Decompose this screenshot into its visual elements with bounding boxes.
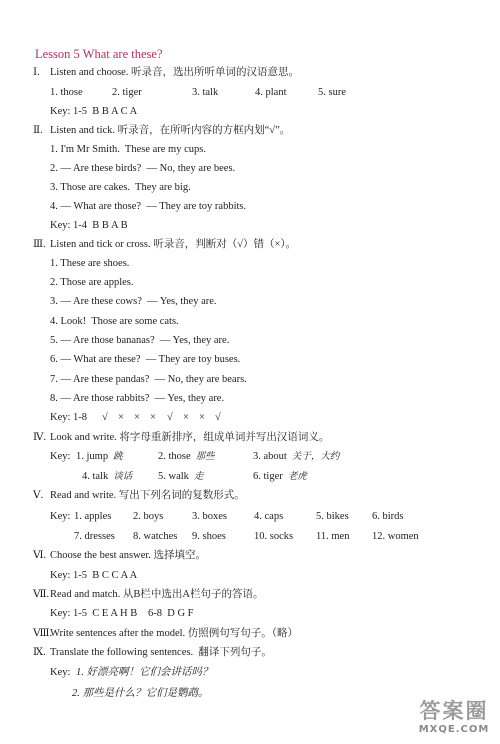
choice-item: 1. those <box>50 87 83 98</box>
sentence-line: 7. — Are these pandas? — No, they are bears. <box>50 374 247 385</box>
answer-key-label: Key: <box>50 511 71 522</box>
plural-answer: 5. bikes <box>316 511 349 522</box>
sentence-line: 6. — What are these? — They are toy buses. <box>50 354 241 365</box>
answer-key-label: Key: 1-8 <box>50 412 88 423</box>
translation-answer: 2. 那些是什么？它们是鹦鹉。 <box>72 688 209 699</box>
section-instruction: Listen and tick. 听录音，在所听内容的方框内划“√”。 <box>50 125 291 136</box>
word: 2. those <box>158 451 191 462</box>
word-answer <box>76 451 123 463</box>
section-numeral: Ⅳ. <box>33 432 47 443</box>
word-meaning: 跳 <box>113 452 123 462</box>
section-6-header <box>33 550 206 562</box>
section-numeral: Ⅵ. <box>33 550 47 561</box>
watermark-logo-text: 答案圈 <box>419 699 489 723</box>
sentence-line: 2. — Are these birds? — No, they are bees. <box>50 163 236 174</box>
word: 3. about <box>253 451 287 462</box>
sentence-line: 1. I'm Mr Smith. These are my cups. <box>50 144 206 155</box>
section-instruction: Translate the following sentences. 翻译下列句子。 <box>50 647 272 658</box>
word-meaning: 老虎 <box>287 472 307 482</box>
section-instruction: Listen and choose. 听录音，选出所听单词的汉语意思。 <box>50 67 300 78</box>
section-numeral: Ⅸ. <box>33 647 46 658</box>
watermark-site-text: MXQE.COM <box>418 724 490 735</box>
sentence-line: 1. These are shoes. <box>50 258 130 269</box>
section-8-header <box>33 628 298 640</box>
sentence-line: 3. — Are these cows? — Yes, they are. <box>50 296 217 307</box>
word-answer <box>82 471 132 483</box>
section-numeral: Ⅶ. <box>33 589 50 600</box>
choice-item: 3. talk <box>192 87 219 98</box>
answer-key: Key: 1-4 B B A B <box>50 220 128 231</box>
choice-item: 5. sure <box>318 87 346 98</box>
sentence-line: 5. — Are those bananas? — Yes, they are. <box>50 335 230 346</box>
section-5-header <box>33 490 245 502</box>
plural-answer: 4. caps <box>254 511 284 522</box>
section-3-header <box>33 239 296 251</box>
word-answer <box>253 451 339 463</box>
section-instruction: Look and write. 将字母重新排序，组成单词并写出汉语词义。 <box>50 432 330 443</box>
word-answer <box>253 471 307 483</box>
tick-mark: √ <box>102 412 108 423</box>
section-instruction: Choose the best answer. 选择填空。 <box>50 550 207 561</box>
section-9-header <box>33 647 272 659</box>
translation-answer: 1. 好漂亮啊！它们会讲话吗？ <box>76 667 213 678</box>
section-1-header <box>33 67 299 79</box>
section-instruction: Listen and tick or cross. 听录音，判断对（√）错（×）。 <box>50 239 297 250</box>
word-answer <box>158 471 203 483</box>
lesson-title: Lesson 5 What are these? <box>35 47 163 61</box>
sentence-line: 4. Look! Those are some cats. <box>50 316 179 327</box>
answer-key: Key: 1-5 C E A H B <box>50 608 138 619</box>
answer-key-label: Key: <box>50 667 71 678</box>
word: 5. walk <box>158 471 189 482</box>
section-numeral: Ⅲ. <box>33 239 46 250</box>
tick-mark: √ <box>167 412 173 423</box>
section-4-header <box>33 432 329 444</box>
section-2-header <box>33 125 290 137</box>
plural-answer: 1. apples <box>74 511 112 522</box>
word-meaning: 那些 <box>195 452 215 462</box>
word: 1. jump <box>76 451 109 462</box>
section-numeral: Ⅰ. <box>33 67 40 78</box>
section-instruction: Read and write. 写出下列名词的复数形式。 <box>50 490 245 501</box>
plural-answer: 7. dresses <box>74 531 115 542</box>
word-meaning: 走 <box>193 472 204 482</box>
sentence-line: 4. — What are those? — They are toy rabbits. <box>50 201 247 212</box>
watermark-logo <box>410 698 498 742</box>
section-instruction: Read and match. 从B栏中选出A栏句子的答语。 <box>50 589 264 600</box>
sentence-line: 3. Those are cakes. They are big. <box>50 182 191 193</box>
section-numeral: Ⅱ. <box>33 125 43 136</box>
plural-answer: 2. boys <box>133 511 164 522</box>
tick-mark: √ <box>215 412 221 423</box>
plural-answer: 10. socks <box>254 531 294 542</box>
cross-mark: × <box>150 412 156 423</box>
answer-key-label: Key: <box>50 451 71 462</box>
plural-answer: 8. watches <box>133 531 178 542</box>
cross-mark: × <box>183 412 189 423</box>
choice-item: 2. tiger <box>112 87 142 98</box>
word: 6. tiger <box>253 471 283 482</box>
section-numeral: Ⅷ. <box>33 628 53 639</box>
plural-answer: 12. women <box>372 531 419 542</box>
sentence-line: 8. — Are those rabbits? — Yes, they are. <box>50 393 225 404</box>
cross-mark: × <box>134 412 140 423</box>
word-meaning: 关于，大约 <box>291 452 340 462</box>
plural-answer: 3. boxes <box>192 511 227 522</box>
section-7-header <box>33 589 263 601</box>
word-meaning: 谈话 <box>113 472 133 482</box>
plural-answer: 11. men <box>316 531 350 542</box>
plural-answer: 9. shoes <box>192 531 226 542</box>
answer-key: Key: 1-5 B C C A A <box>50 570 138 581</box>
choice-item: 4. plant <box>255 87 287 98</box>
word: 4. talk <box>82 471 109 482</box>
plural-answer: 6. birds <box>372 511 404 522</box>
section-instruction: Write sentences after the model. 仿照例句写句子。（略） <box>50 628 299 639</box>
section-numeral: Ⅴ. <box>33 490 44 501</box>
sentence-line: 2. Those are apples. <box>50 277 134 288</box>
answer-key: Key: 1-5 B B A C A <box>50 106 138 117</box>
cross-mark: × <box>199 412 205 423</box>
word-answer <box>158 451 215 463</box>
answer-key-part-2: 6-8 D G F <box>148 608 194 619</box>
cross-mark: × <box>118 412 124 423</box>
